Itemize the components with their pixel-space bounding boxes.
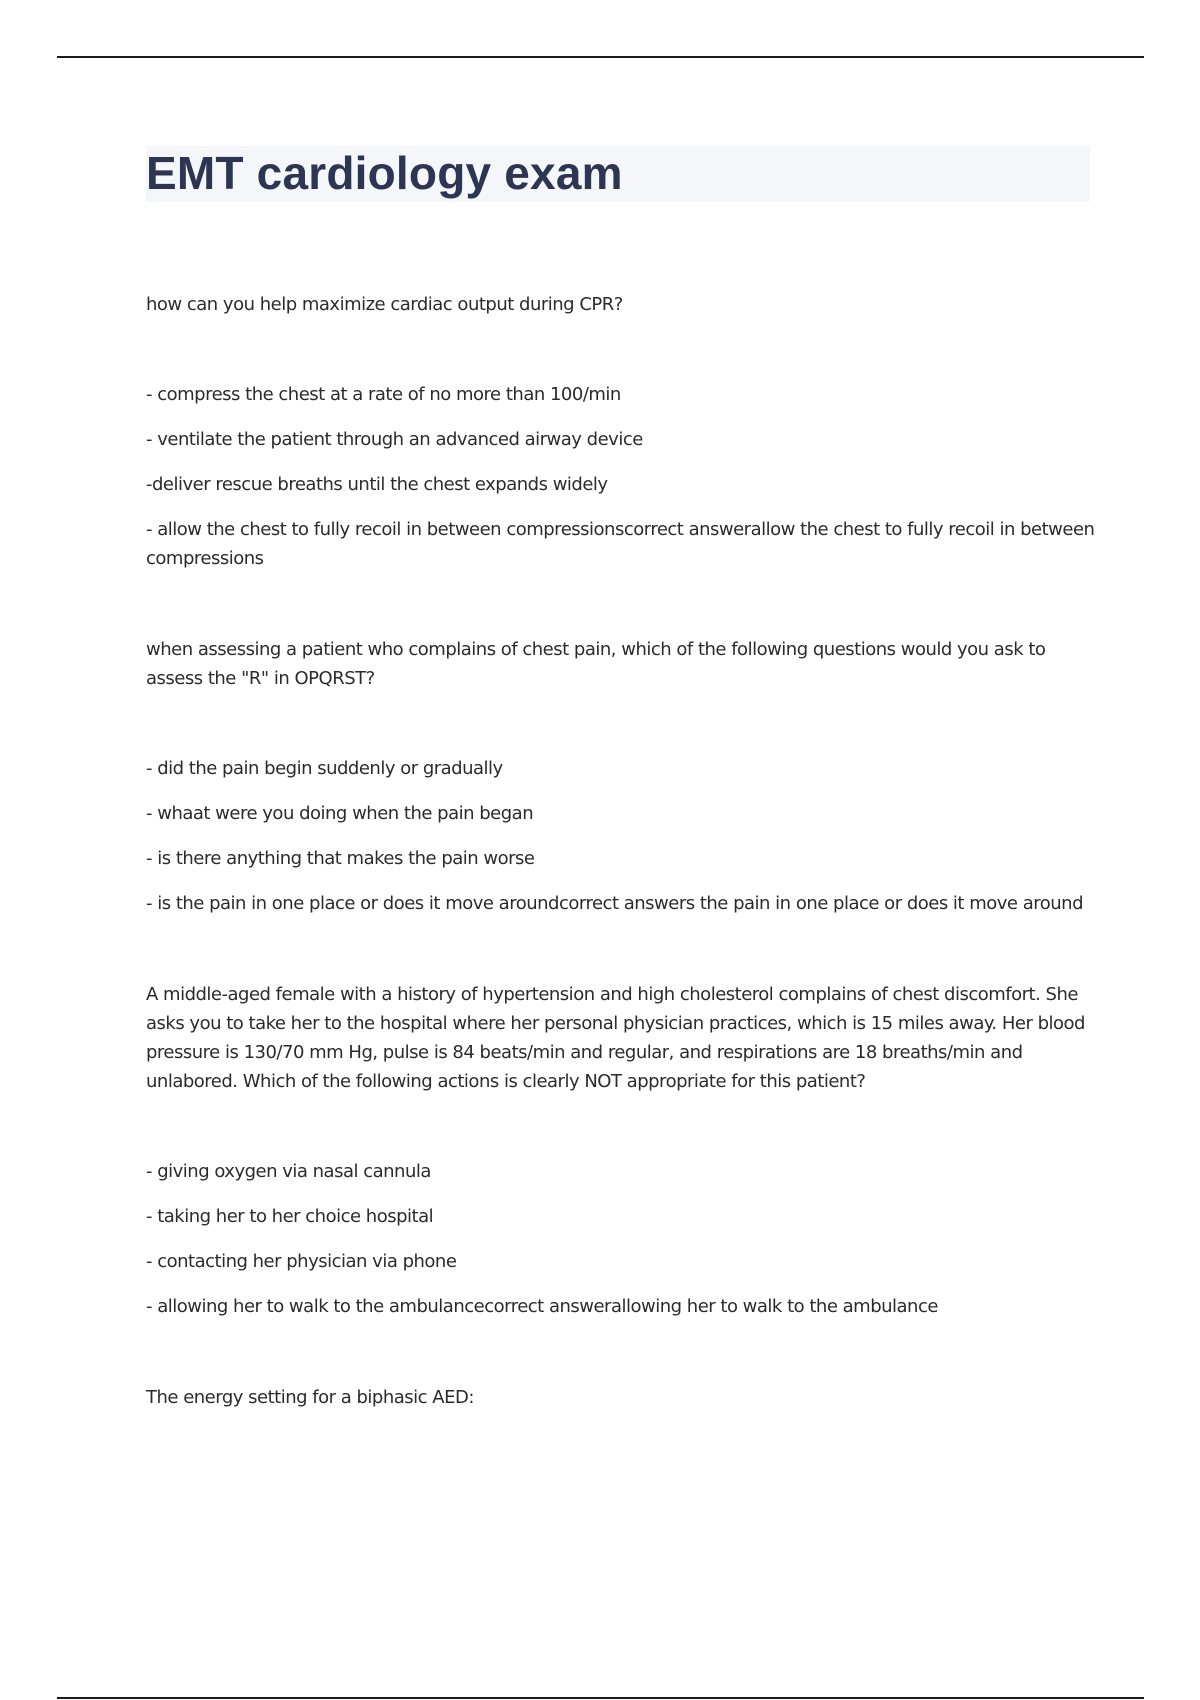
question-block — [146, 290, 1096, 573]
answer-option: - is there anything that makes the pain worse — [146, 848, 535, 869]
answer-option: - giving oxygen via nasal cannula — [146, 1161, 431, 1182]
answer-option: - is the pain in one place or does it move aroundcorrect answers the pain in one place or does it move around — [146, 893, 1083, 914]
answer-options — [146, 754, 1096, 918]
answer-option: - allow the chest to fully recoil in between compressionscorrect answerallow the chest to fully recoil in between compressions — [146, 519, 1095, 569]
answer-option: - contacting her physician via phone — [146, 1251, 457, 1272]
answer-options — [146, 1157, 1096, 1321]
question-block — [146, 635, 1096, 918]
answer-option: - whaat were you doing when the pain began — [146, 803, 534, 824]
answer-option: - compress the chest at a rate of no more than 100/min — [146, 384, 621, 405]
answer-option: - taking her to her choice hospital — [146, 1206, 434, 1227]
answer-option: - did the pain begin suddenly or gradually — [146, 758, 503, 779]
question-text: how can you help maximize cardiac output during CPR? — [146, 294, 623, 315]
page-title: EMT cardiology exam — [146, 147, 623, 199]
question-text: when assessing a patient who complains of chest pain, which of the following questions would you ask to assess the "R" in OPQRST? — [146, 639, 1046, 689]
answer-options — [146, 380, 1096, 573]
question-text: The energy setting for a biphasic AED: — [146, 1387, 474, 1408]
answer-option: - ventilate the patient through an advanced airway device — [146, 429, 643, 450]
question-block — [146, 1383, 1096, 1412]
header-rule — [57, 56, 1144, 58]
footer-rule — [57, 1697, 1144, 1699]
question-list — [146, 290, 1096, 1412]
question-text: A middle-aged female with a history of hypertension and high cholesterol complains of chest discomfort. She asks you to take her to the hospital where her personal physician practices, which is 15 miles away. Her blood pressure is 130/70 mm Hg, pulse is 84 beats/min and regular, and respirations are 18 breaths/min and unlabored. Which of the following actions is clearly NOT appropriate for this patient? — [146, 984, 1085, 1092]
answer-option: - allowing her to walk to the ambulancecorrect answerallowing her to walk to the ambulance — [146, 1296, 938, 1317]
answer-option: -deliver rescue breaths until the chest expands widely — [146, 474, 608, 495]
question-block — [146, 980, 1096, 1321]
